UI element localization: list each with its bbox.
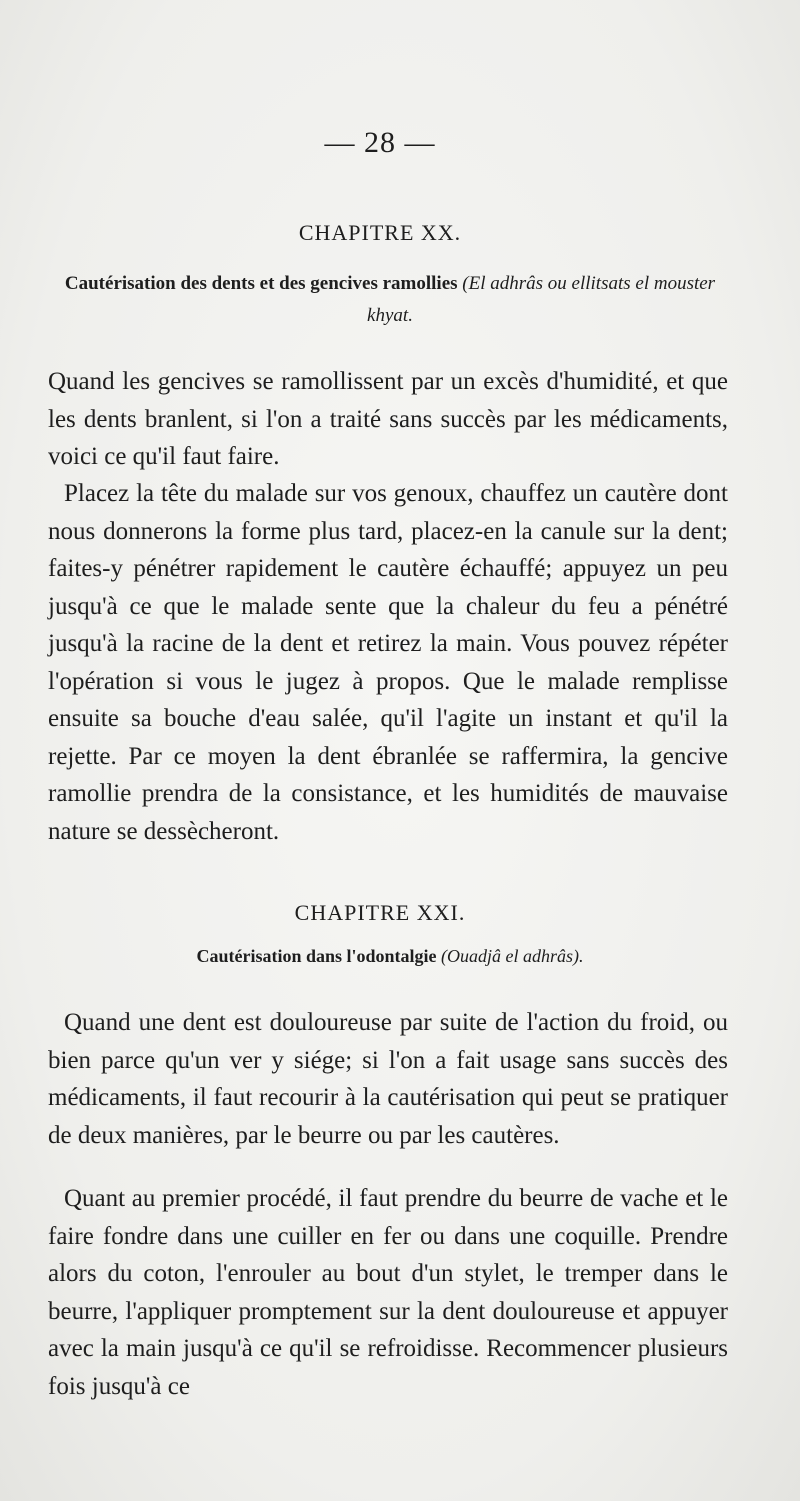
chapter-21-subtitle-text: Cautérisation dans l'odontalgie bbox=[196, 946, 437, 966]
chapter-20-subtitle-text: Cautérisation des dents et des gencives ramollies bbox=[64, 273, 458, 294]
chapter-21-paragraph-2: Quant au premier procédé, il faut prendre du beurre de vache et le faire fondre dans une cuiller en fer ou dans une coquille. Prendre alors du coton, l'enrouler au bout d'un stylet, le tremper dans le beurre, l'appliquer promptement sur la dent douloureuse et appuyer avec la main jusqu'à ce qu'il se refroidisse. Recommencer plusieurs fois jusqu'à ce bbox=[48, 1185, 728, 1400]
chapter-21-paragraph-1: Quand une dent est douloureuse par suite de l'action du froid, ou bien parce qu'un ver y siége; si l'on a fait usage sans succès des médicaments, il faut recourir à la cautérisation qui peut se pratiquer de deux manières, par le beurre ou par les cautères. bbox=[48, 1009, 728, 1149]
page-number: — 28 — bbox=[324, 126, 436, 159]
chapter-20-title: CHAPITRE XX. bbox=[298, 220, 462, 245]
chapter-20-subtitle bbox=[40, 268, 740, 332]
chapter-21-subtitle-italic: (Ouadjâ el adhrâs). bbox=[441, 946, 584, 966]
chapter-20-paragraph-1: Quand les gencives se ramollissent par un excès d'humidité, et que les dents branlent, si l'on a traité sans succès par les médicaments, voici ce qu'il faut faire. bbox=[48, 368, 728, 470]
chapter-21-subtitle bbox=[40, 940, 740, 972]
chapter-20-paragraph-2: Placez la tête du malade sur vos genoux, chauffez un cautère dont nous donnerons la forme plus tard, placez-en la canule sur la dent; faites-y pénétrer rapidement le cautère échauffé; appuyez un peu jusqu'à ce que le malade sente que la chaleur du feu a pénétré jusqu'à la racine de la dent et retirez la main. Vous pouvez répéter l'opération si vous le jugez à propos. Que le malade remplisse ensuite sa bouche d'eau salée, qu'il l'agite un instant et qu'il la rejette. Par ce moyen la dent ébranlée se raffermira, la gencive ramollie prendra de la consistance, et les humidités de mauvaise nature se dessècheront. bbox=[48, 480, 728, 845]
chapter-20-subtitle-italic: (El adhrâs ou ellitsats el mouster khyat. bbox=[367, 273, 716, 326]
chapter-21-title: CHAPITRE XXI. bbox=[294, 900, 466, 925]
